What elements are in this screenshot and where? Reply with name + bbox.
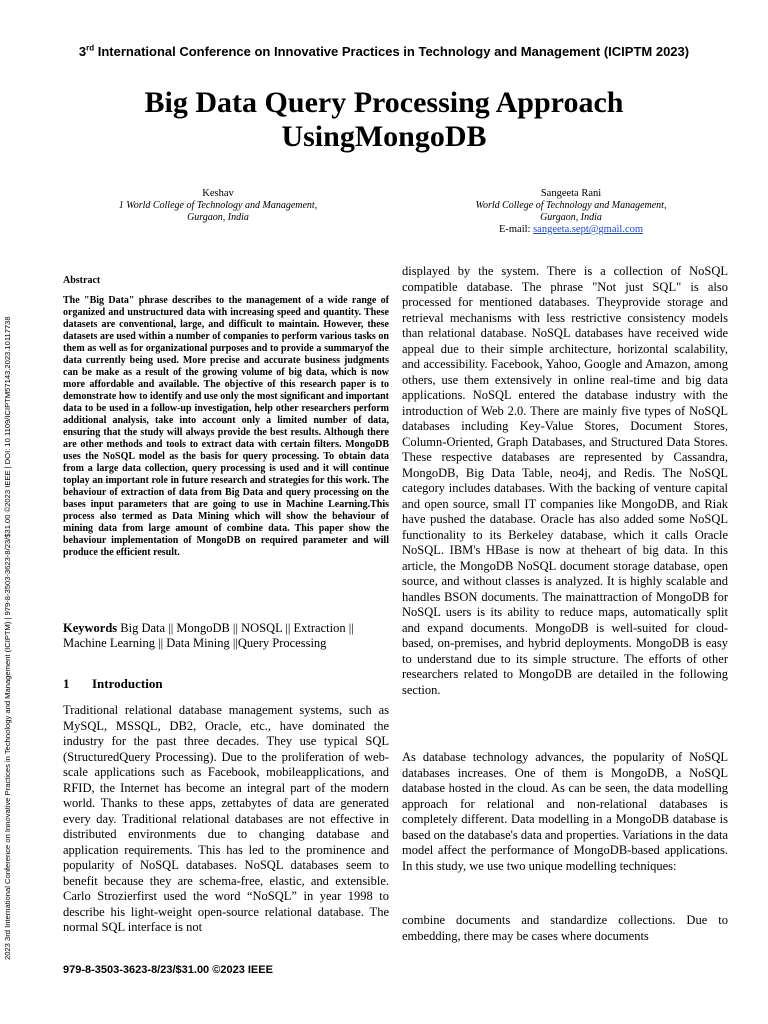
- introduction-paragraph: Traditional relational database management systems, such as MySQL, MSSQL, DB2, Oracle, etc., have dominated the industry for the past three decades. They use typical SQL (StructuredQuery Processing). Due to the proliferation of web-scale applications such as Facebook, mobileapplications, and RFID, the Internet has become an integral part of the modern world. Thanks to these apps, zettabytes of data are generated every day. Traditional relational databases are not effective in distributed environments due to changing database and application requirements. This has led to the prominence and popularity of NoSQL databases. NoSQL databases seem to benefit because they are schema-free, elastic, and extensible. Carlo Strozierfirst used the word “NoSQL” in year 1998 to describe his light-weight open-source relational database. The normal SQL interface is not: [63, 703, 389, 934]
- section-heading-introduction: [63, 676, 163, 692]
- conference-ordinal-suffix: rd: [86, 43, 95, 53]
- author-email-link[interactable]: sangeeta.sept@gmail.com: [533, 224, 644, 235]
- conference-header: [0, 44, 768, 59]
- author-location: Gurgaon, India: [187, 212, 249, 223]
- keywords: [63, 621, 389, 651]
- author-email-line: [410, 224, 732, 236]
- keywords-label: Keywords: [63, 621, 118, 635]
- abstract-heading: Abstract: [63, 275, 101, 286]
- author-block-1: [60, 188, 376, 224]
- conference-name: International Conference on Innovative Practices in Technology and Management (ICIPTM 2023): [94, 44, 690, 59]
- keywords-text: Big Data || MongoDB || NOSQL || Extraction || Machine Learning || Data Mining ||Query Processing: [63, 621, 354, 650]
- paper-title: [0, 86, 768, 154]
- abstract-body: The "Big Data" phrase describes to the management of a wide range of organized and unstructured data with increasing speed and quantity. These datasets are conventional, large, and difficult to maintain. However, these datasets are used within a number of companies to perform various tasks on them as well as for organizational purposes and to provide a summaryof the data currently being used. More precise and accurate business judgments can be make as a result of the growing volume of big data, which is now more affordable and available. The objective of this research paper is to demonstrate how to identify and use only the most significant and important data to be used in a follow-up investigation, help other researchers perform additional analysis, take into account only a limited number of data, ensuring that the study will always provide the best results. Although there are other methods and tools to extract data with certain filters. MongoDB uses the NoSQL model as the basis for query processing. To obtain data from a large data collection, query processing is used and it will continue toplay an important role in future research and strategies for this work. The behaviour of extraction of data from Big Data and query processing on the bases input parameters that are going to use in Machine Learning.This process also termed as Data Mining which will show the behaviour of mining data from large amount of combine data. This paper show the behaviour implementation of MongoDB on required parameter and will produce the efficient result.: [63, 295, 389, 558]
- right-column-paragraph-1: displayed by the system. There is a collection of NoSQL compatible database. The phrase "Not just SQL" is also processed for mentioned databases. Theyprovide storage and retrieval mechanisms with less restrictive consistency models than relational database. NoSQL databases have received wide appeal due to their simple architecture, horizontal scalability, and accessibility. Facebook, Yahoo, Google and Amazon, among others, use them extensively in online real-time and big data applications. NoSQL entered the database industry with the introduction of Web 2.0. There are mainly five types of NoSQL databases including Key-Value Stores, Document Stores, Column-Oriented, Graph Databases, and Structured Data Stores. These respective databases are represented by Cassandra, MongoDB, Big Data Table, neo4j, and Redis. The NoSQL category includes databases. With the backing of venture capital and open source, small IT companies like MongoDB, and Riak have pushed the database. Oracle has also added some NoSQL functionality to its Berkeley database, which it calls Oracle NoSQL. IBM's HBase is now at theheart of big data. In this article, the MongoDB NoSQL document storage database, open source, and without classes is analyzed. It is highly scalable and handles BSON documents. The mainattraction of MongoDB for NoSQL users is its ability to reduce maps, automatically split and expand documents. MongoDB is well-suited for cloud-based, on-premises, and hybrid deployments. MongoDB is easy to understand due to its simple structure. The efforts of other researchers related to MongoDB are detailed in the following section.: [402, 264, 728, 697]
- right-column-paragraph-2: As database technology advances, the popularity of NoSQL databases increases. One of them is MongoDB, a NoSQL database hosted in the cloud. As can be seen, the data modelling approach for relational and non-relational databases is completely different. Data modelling in a MongoDB database is based on the database's data and properties. Variations in the data model affect the performance of MongoDB-based applications. In this study, we use two unique modelling techniques:: [402, 750, 728, 873]
- author-name: Keshav: [202, 188, 234, 199]
- footer-copyright: 979-8-3503-3623-8/23/$31.00 ©2023 IEEE: [63, 964, 273, 976]
- conference-ordinal: 3: [78, 44, 87, 59]
- email-label: E-mail:: [498, 224, 534, 235]
- paper-title-line-1: Big Data Query Processing Approach: [144, 86, 624, 119]
- side-doi-text: 2023 3rd International Conference on Innovative Practices in Technology and Management (ICIPTM) | 979-8-3503-3623-8/23/$31.00 ©2023 IEEE | DOI: 10.1109/ICIPTM57143.2023.10117738: [3, 316, 12, 960]
- right-column-paragraph-3: combine documents and standardize collections. Due to embedding, there may be cases where documents: [402, 913, 728, 943]
- author-block-2: [410, 188, 732, 236]
- author-affiliation: 1 World College of Technology and Management,: [118, 200, 318, 211]
- author-location: Gurgaon, India: [540, 212, 602, 223]
- section-title: Introduction: [92, 676, 163, 691]
- paper-title-line-2: UsingMongoDB: [281, 120, 487, 153]
- author-affiliation: World College of Technology and Management,: [475, 200, 667, 211]
- section-number: 1: [63, 676, 70, 691]
- author-name: Sangeeta Rani: [540, 188, 602, 199]
